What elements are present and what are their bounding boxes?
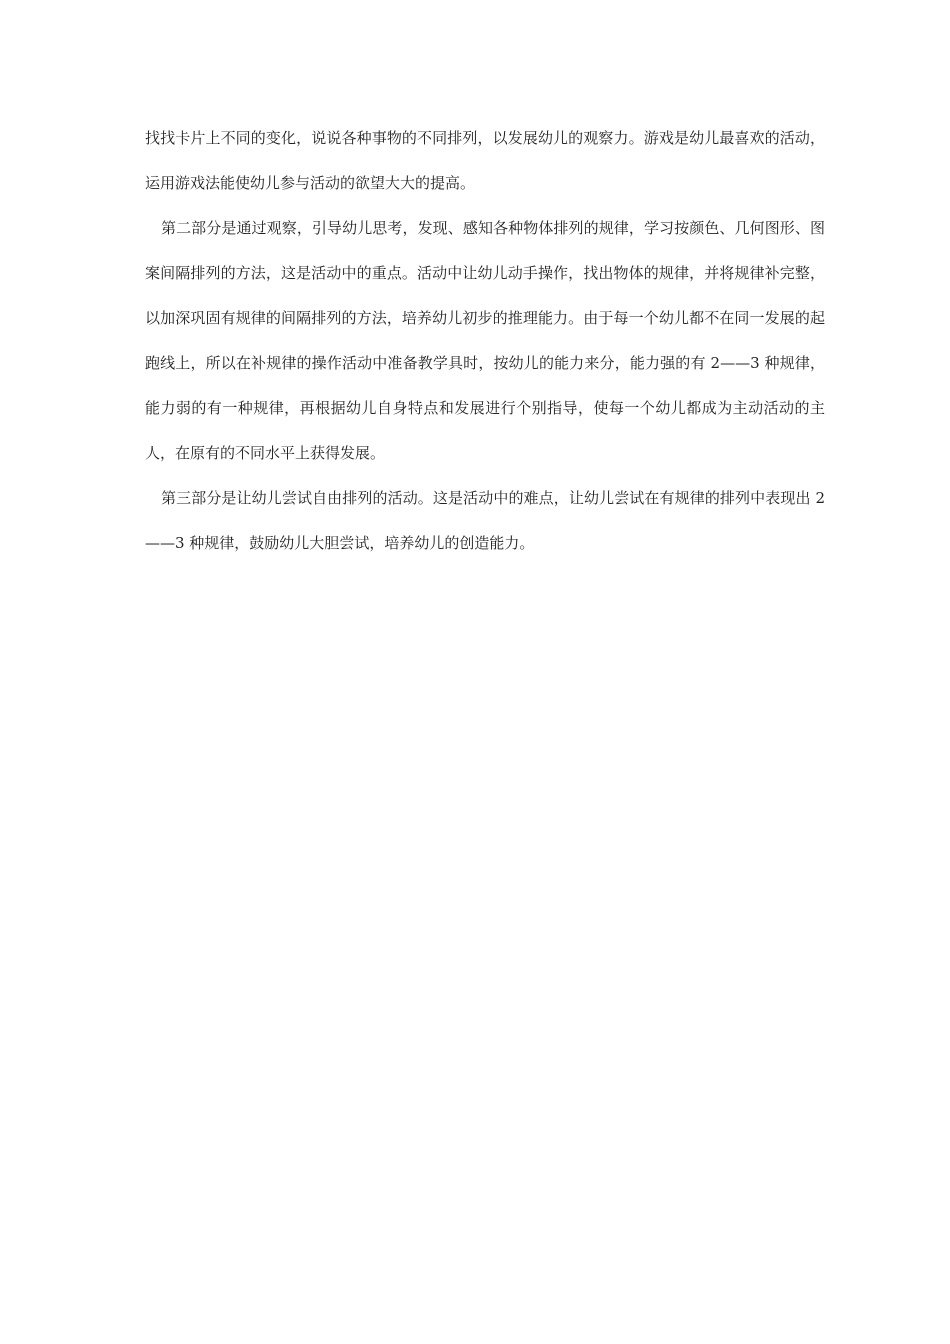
paragraph-2: 第二部分是通过观察，引导幼儿思考，发现、感知各种物体排列的规律，学习按颜色、几何图形、图案间隔排列的方法，这是活动中的重点。活动中让幼儿动手操作，找出物体的规律，并将规律补完整，以加深巩固有规律的间隔排列的方法，培养幼儿初步的推理能力。由于每一个幼儿都不在同一发展的起跑线上，所以在补规律的操作活动中准备教学具时，按幼儿的能力来分，能力强的有 2——3 种规律，能力弱的有一种规律，再根据幼儿自身特点和发展进行个别指导，使每一个幼儿都成为主动活动的主人，在原有的不同水平上获得发展。 <box>145 219 825 462</box>
paragraph-3: 第三部分是让幼儿尝试自由排列的活动。这是活动中的难点，让幼儿尝试在有规律的排列中表现出 2——3 种规律，鼓励幼儿大胆尝试，培养幼儿的创造能力。 <box>145 489 825 552</box>
paragraph-1: 找找卡片上不同的变化，说说各种事物的不同排列，以发展幼儿的观察力。游戏是幼儿最喜欢的活动，运用游戏法能使幼儿参与活动的欲望大大的提高。 <box>145 129 825 192</box>
document-body <box>145 116 825 566</box>
